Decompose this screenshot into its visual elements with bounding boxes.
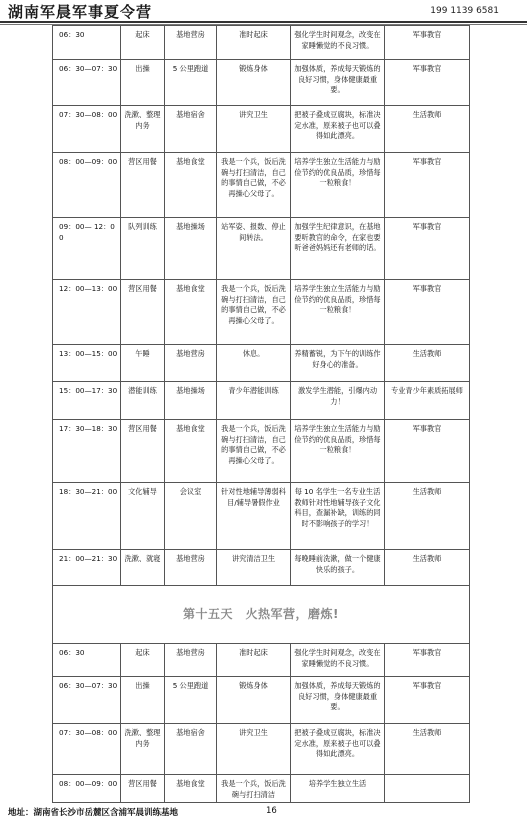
time-cell: 07：30—08：00 bbox=[53, 106, 121, 153]
time-cell: 15：00—17：30 bbox=[53, 382, 121, 420]
goal-cell: 培养学生独立生活能力与励俭节约的优良品质，珍惜每一粒粮食！ bbox=[291, 153, 385, 218]
location-cell: 基地营房 bbox=[165, 550, 217, 586]
time-cell: 17：30—18：30 bbox=[53, 420, 121, 483]
content-cell: 我是一个兵，饭后洗碗与打扫清洁，自己的事情自己做，不必再操心父母了。 bbox=[217, 153, 291, 218]
table-row bbox=[53, 280, 470, 345]
location-cell: 基地宿舍 bbox=[165, 106, 217, 153]
activity-cell: 起床 bbox=[121, 644, 165, 677]
goal-cell: 把被子叠成豆腐块，标准决定水准，原来被子也可以叠得如此漂亮。 bbox=[291, 106, 385, 153]
activity-cell: 洗漱、整理内务 bbox=[121, 724, 165, 775]
activity-cell: 起床 bbox=[121, 26, 165, 60]
activity-cell: 午睡 bbox=[121, 345, 165, 382]
location-cell: 基地操场 bbox=[165, 382, 217, 420]
time-cell: 18：30—21：00 bbox=[53, 483, 121, 550]
location-cell: 基地食堂 bbox=[165, 420, 217, 483]
table-row bbox=[53, 644, 470, 677]
content-cell: 我是一个兵，饭后洗碗与打扫清洁，自己的事情自己做，不必再操心父母了。 bbox=[217, 420, 291, 483]
goal-cell: 把被子叠成豆腐块，标准决定水准，原来被子也可以叠得如此漂亮。 bbox=[291, 724, 385, 775]
table-row bbox=[53, 420, 470, 483]
goal-cell: 培养学生独立生活能力与励俭节约的优良品质，珍惜每一粒粮食！ bbox=[291, 420, 385, 483]
teacher-cell: 生活教师 bbox=[385, 724, 470, 775]
goal-cell: 加强体质，养成每天锻炼的良好习惯，身体健康最重要。 bbox=[291, 677, 385, 724]
schedule-table bbox=[52, 25, 470, 803]
goal-cell: 加强学生纪律意识，在基地要听教官的命令，在家也要听爸爸妈妈还有老师的话。 bbox=[291, 218, 385, 280]
content-cell: 我是一个兵，饭后洗碗与打扫清洁，自己的事情自己做，不必再操心父母了。 bbox=[217, 280, 291, 345]
location-cell: 基地营房 bbox=[165, 26, 217, 60]
activity-cell: 队列训练 bbox=[121, 218, 165, 280]
teacher-cell: 军事教官 bbox=[385, 644, 470, 677]
location-cell: 基地食堂 bbox=[165, 153, 217, 218]
time-cell: 12：00—13：00 bbox=[53, 280, 121, 345]
goal-cell: 培养学生独立生活能力与励俭节约的优良品质，珍惜每一粒粮食！ bbox=[291, 280, 385, 345]
activity-cell: 出操 bbox=[121, 677, 165, 724]
phone-number: 199 1139 6581 bbox=[430, 6, 499, 16]
table-row bbox=[53, 26, 470, 60]
teacher-cell: 生活教师 bbox=[385, 550, 470, 586]
activity-cell: 潜能训练 bbox=[121, 382, 165, 420]
time-cell: 13：00—15：00 bbox=[53, 345, 121, 382]
table-row bbox=[53, 775, 470, 803]
teacher-cell: 生活教师 bbox=[385, 483, 470, 550]
activity-cell: 文化辅导 bbox=[121, 483, 165, 550]
table-row bbox=[53, 483, 470, 550]
activity-cell: 营区用餐 bbox=[121, 280, 165, 345]
activity-cell: 洗漱、整理内务 bbox=[121, 106, 165, 153]
goal-cell: 每 10 名学生一名专业生活教师针对性地辅导孩子文化科目，查漏补缺，训练的同时不影响孩子的学习！ bbox=[291, 483, 385, 550]
table-row bbox=[53, 345, 470, 382]
page-number: 16 bbox=[266, 806, 277, 816]
time-cell: 07：30—08：00 bbox=[53, 724, 121, 775]
content-cell: 准时起床 bbox=[217, 26, 291, 60]
brand-title: 湖南军晨军事夏令营 bbox=[8, 3, 153, 21]
location-cell: 会议室 bbox=[165, 483, 217, 550]
time-cell: 08：00—09：00 bbox=[53, 153, 121, 218]
teacher-cell: 生活教师 bbox=[385, 106, 470, 153]
activity-cell: 营区用餐 bbox=[121, 420, 165, 483]
teacher-cell: 军事教官 bbox=[385, 153, 470, 218]
activity-cell: 营区用餐 bbox=[121, 153, 165, 218]
page-footer bbox=[8, 806, 523, 820]
teacher-cell: 军事教官 bbox=[385, 677, 470, 724]
table-row bbox=[53, 218, 470, 280]
activity-cell: 出操 bbox=[121, 60, 165, 106]
location-cell: 基地操场 bbox=[165, 218, 217, 280]
day-title: 第十五天 火热军营，磨炼! bbox=[53, 586, 470, 644]
goal-cell: 培养学生独立生活 bbox=[291, 775, 385, 803]
goal-cell: 养精蓄锐，为下午的训练作好身心的准备。 bbox=[291, 345, 385, 382]
location-cell: 5 公里跑道 bbox=[165, 677, 217, 724]
teacher-cell: 军事教官 bbox=[385, 218, 470, 280]
page-header bbox=[0, 0, 527, 22]
teacher-cell: 专业青少年素质拓展师 bbox=[385, 382, 470, 420]
time-cell: 06：30 bbox=[53, 26, 121, 60]
location-cell: 基地食堂 bbox=[165, 775, 217, 803]
content-cell: 站军姿、报数、停止间转法。 bbox=[217, 218, 291, 280]
teacher-cell: 军事教官 bbox=[385, 420, 470, 483]
location-cell: 基地食堂 bbox=[165, 280, 217, 345]
location-cell: 基地营房 bbox=[165, 345, 217, 382]
goal-cell: 每晚睡前洗漱，做一个健康快乐的孩子。 bbox=[291, 550, 385, 586]
content-cell: 我是一个兵，饭后洗碗与打扫清洁 bbox=[217, 775, 291, 803]
teacher-cell: 军事教官 bbox=[385, 280, 470, 345]
time-cell: 06：30—07：30 bbox=[53, 677, 121, 724]
table-row bbox=[53, 677, 470, 724]
table-row bbox=[53, 724, 470, 775]
table-row bbox=[53, 60, 470, 106]
teacher-cell: 生活教师 bbox=[385, 345, 470, 382]
table-row bbox=[53, 382, 470, 420]
content-cell: 锻炼身体 bbox=[217, 60, 291, 106]
goal-cell: 强化学生时间观念，改变在家睡懒觉的不良习惯。 bbox=[291, 26, 385, 60]
activity-cell: 营区用餐 bbox=[121, 775, 165, 803]
goal-cell: 激发学生潜能，引爆内动力！ bbox=[291, 382, 385, 420]
content-cell: 休息。 bbox=[217, 345, 291, 382]
activity-cell: 洗漱、就寝 bbox=[121, 550, 165, 586]
goal-cell: 强化学生时间观念，改变在家睡懒觉的不良习惯。 bbox=[291, 644, 385, 677]
goal-cell: 加强体质，养成每天锻炼的良好习惯，身体健康最重要。 bbox=[291, 60, 385, 106]
day-title-row bbox=[53, 586, 470, 644]
header-rule-thick bbox=[0, 21, 527, 23]
time-cell: 06：30 bbox=[53, 644, 121, 677]
content-cell: 准时起床 bbox=[217, 644, 291, 677]
location-cell: 基地宿舍 bbox=[165, 724, 217, 775]
time-cell: 08：00—09：00 bbox=[53, 775, 121, 803]
content-cell: 锻炼身体 bbox=[217, 677, 291, 724]
content-cell: 针对性地辅导薄弱科目/辅导暑假作业 bbox=[217, 483, 291, 550]
time-cell: 21：00—21：30 bbox=[53, 550, 121, 586]
location-cell: 基地营房 bbox=[165, 644, 217, 677]
table-row bbox=[53, 106, 470, 153]
table-row bbox=[53, 153, 470, 218]
content-cell: 青少年潜能训练 bbox=[217, 382, 291, 420]
content-cell: 讲究卫生 bbox=[217, 106, 291, 153]
teacher-cell bbox=[385, 775, 470, 803]
teacher-cell: 军事教官 bbox=[385, 60, 470, 106]
teacher-cell: 军事教官 bbox=[385, 26, 470, 60]
footer-address: 地址：湖南省长沙市岳麓区含浦军晨训练基地 bbox=[8, 808, 179, 818]
table-row bbox=[53, 550, 470, 586]
time-cell: 09：00— 12：00 bbox=[53, 218, 121, 280]
content-cell: 讲究清洁卫生 bbox=[217, 550, 291, 586]
time-cell: 06：30—07：30 bbox=[53, 60, 121, 106]
location-cell: 5 公里跑道 bbox=[165, 60, 217, 106]
content-cell: 讲究卫生 bbox=[217, 724, 291, 775]
